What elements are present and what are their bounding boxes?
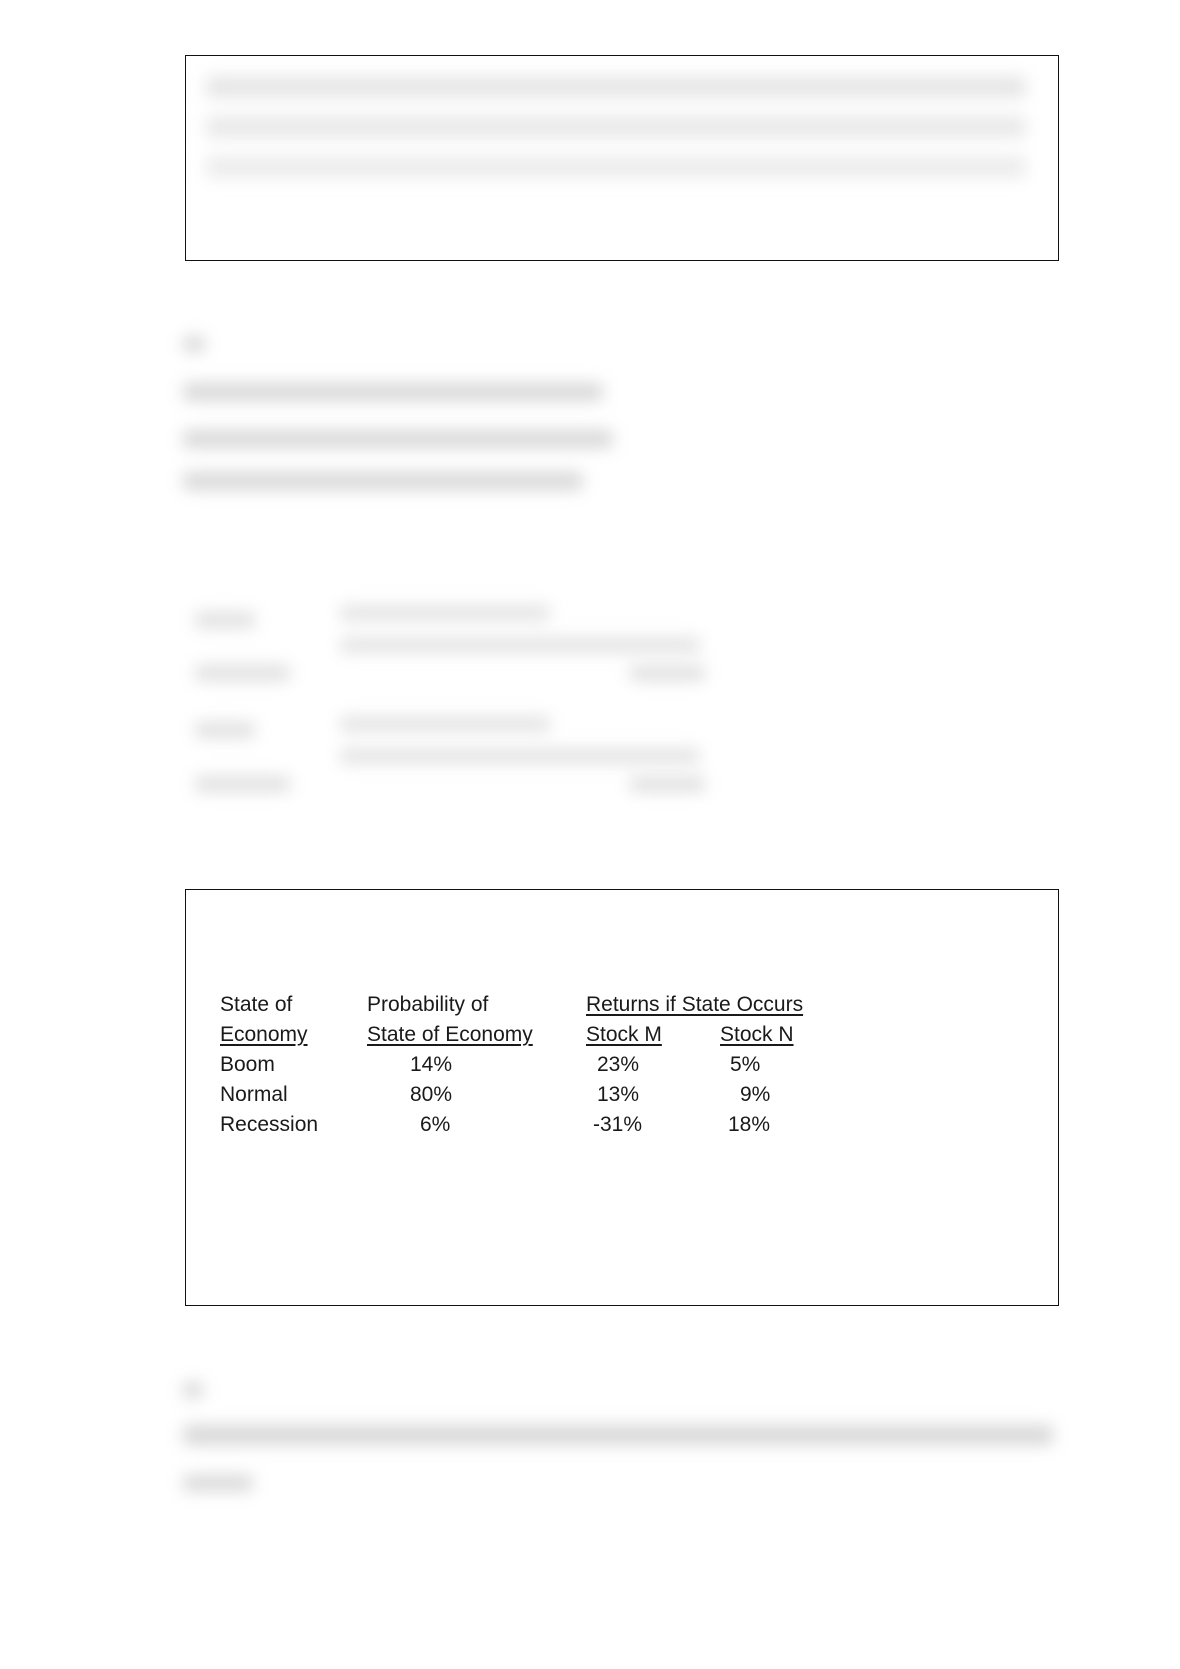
blurred-line [183, 1475, 253, 1491]
blurred-heading [183, 1382, 203, 1398]
blurred-cell [340, 748, 700, 764]
row-prob: 14% [410, 1053, 453, 1076]
header-state-line1: State of [220, 993, 293, 1016]
header-prob-line1: Probability of [367, 993, 489, 1016]
row-state: Boom [220, 1053, 275, 1076]
blurred-figure-box [185, 55, 1059, 261]
header-stock-m: Stock M [586, 1023, 662, 1046]
blurred-content [206, 156, 1026, 178]
row-prob: 80% [410, 1083, 453, 1106]
header-state-line2: Economy [220, 1023, 308, 1046]
blurred-cell [195, 776, 290, 792]
blurred-cell [340, 637, 700, 653]
row-stock-n: 9% [740, 1083, 771, 1106]
blurred-line [183, 430, 613, 448]
row-stock-m: 23% [597, 1053, 640, 1076]
blurred-content [206, 116, 1026, 138]
blurred-line [183, 1425, 1053, 1445]
blurred-cell [630, 776, 705, 792]
blurred-heading [183, 336, 205, 352]
blurred-line [183, 383, 603, 401]
blurred-cell [195, 665, 290, 681]
blurred-cell [195, 722, 255, 738]
row-stock-m: -31% [593, 1113, 643, 1136]
row-stock-m: 13% [597, 1083, 640, 1106]
blurred-cell [340, 605, 550, 621]
header-prob-line2: State of Economy [367, 1023, 533, 1046]
header-stock-n: Stock N [720, 1023, 794, 1046]
row-stock-n: 18% [728, 1113, 771, 1136]
row-prob: 6% [420, 1113, 451, 1136]
blurred-cell [630, 665, 705, 681]
row-stock-n: 5% [730, 1053, 761, 1076]
header-returns-group: Returns if State Occurs [586, 993, 804, 1016]
row-state: Normal [220, 1083, 288, 1106]
row-state: Recession [220, 1113, 319, 1136]
blurred-cell [195, 612, 255, 628]
blurred-line [183, 472, 583, 490]
blurred-cell [340, 716, 550, 732]
blurred-content [206, 76, 1026, 98]
